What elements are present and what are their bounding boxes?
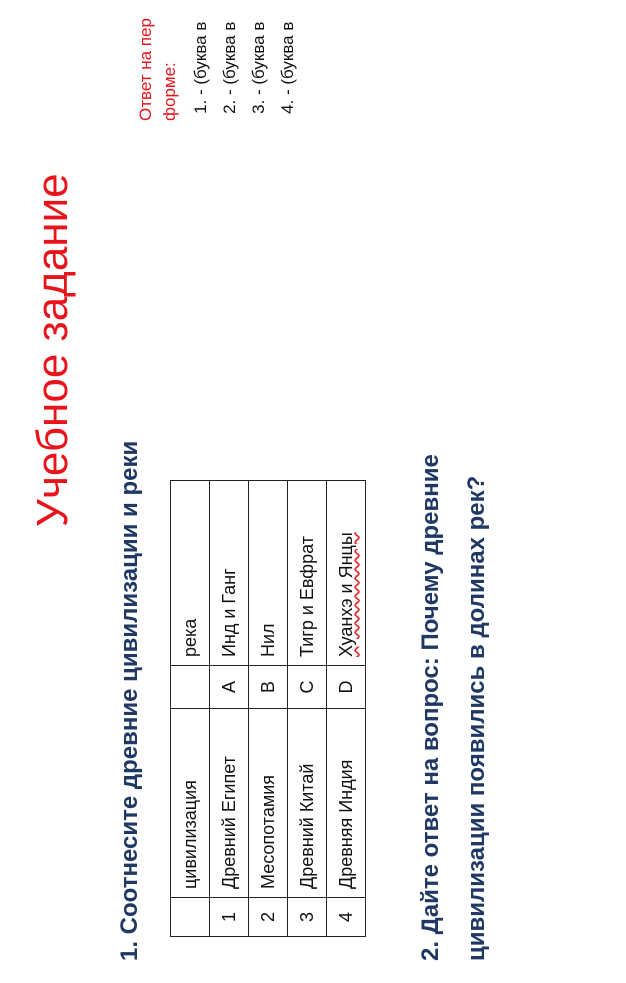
- row-num: 3: [288, 898, 327, 937]
- header-letter: [171, 666, 210, 709]
- row-river: Инд и Ганг: [210, 481, 249, 666]
- row-civilization: Древний Китай: [288, 709, 327, 898]
- slide-title: Учебное задание: [28, 173, 77, 527]
- row-letter: C: [288, 666, 327, 709]
- answer-item: 4. - (буква в: [273, 0, 302, 95]
- row-river: Нил: [249, 481, 288, 666]
- table-row: [249, 481, 288, 937]
- answer-list: [186, 0, 302, 121]
- row-num: 2: [249, 898, 288, 937]
- header-river: река: [171, 481, 210, 666]
- header-civilization: цивилизация: [171, 709, 210, 898]
- row-num: 1: [210, 898, 249, 937]
- row-river-text: Хуанхэ и Янцы: [335, 532, 356, 657]
- table-row: [210, 481, 249, 937]
- header-num: [171, 898, 210, 937]
- row-letter: D: [327, 666, 366, 709]
- answer-item: 1. - (буква в: [186, 0, 215, 95]
- row-civilization: Месопотамия: [249, 709, 288, 898]
- answer-format-box: [134, 0, 302, 121]
- row-river: Тигр и Евфрат: [288, 481, 327, 666]
- matching-table: [170, 480, 366, 937]
- answer-item: 3. - (буква в: [244, 0, 273, 95]
- row-river: [327, 481, 366, 666]
- table-row: [288, 481, 327, 937]
- answer-hint-line2: форме:: [160, 62, 179, 121]
- row-civilization: Древняя Индия: [327, 709, 366, 898]
- table-header-row: [171, 481, 210, 937]
- row-letter: A: [210, 666, 249, 709]
- answer-hint-line1: Ответ на пер: [136, 18, 155, 121]
- row-letter: B: [249, 666, 288, 709]
- table-row: [327, 481, 366, 937]
- row-num: 4: [327, 898, 366, 937]
- task1-heading: 1. Соотнесите древние цивилизации и реки: [116, 440, 143, 961]
- row-civilization: Древний Египет: [210, 709, 249, 898]
- task2-heading: 2. Дайте ответ на вопрос: Почему древние цивилизации появились в долинах рек?: [417, 454, 490, 961]
- answer-item: 2. - (буква в: [215, 0, 244, 95]
